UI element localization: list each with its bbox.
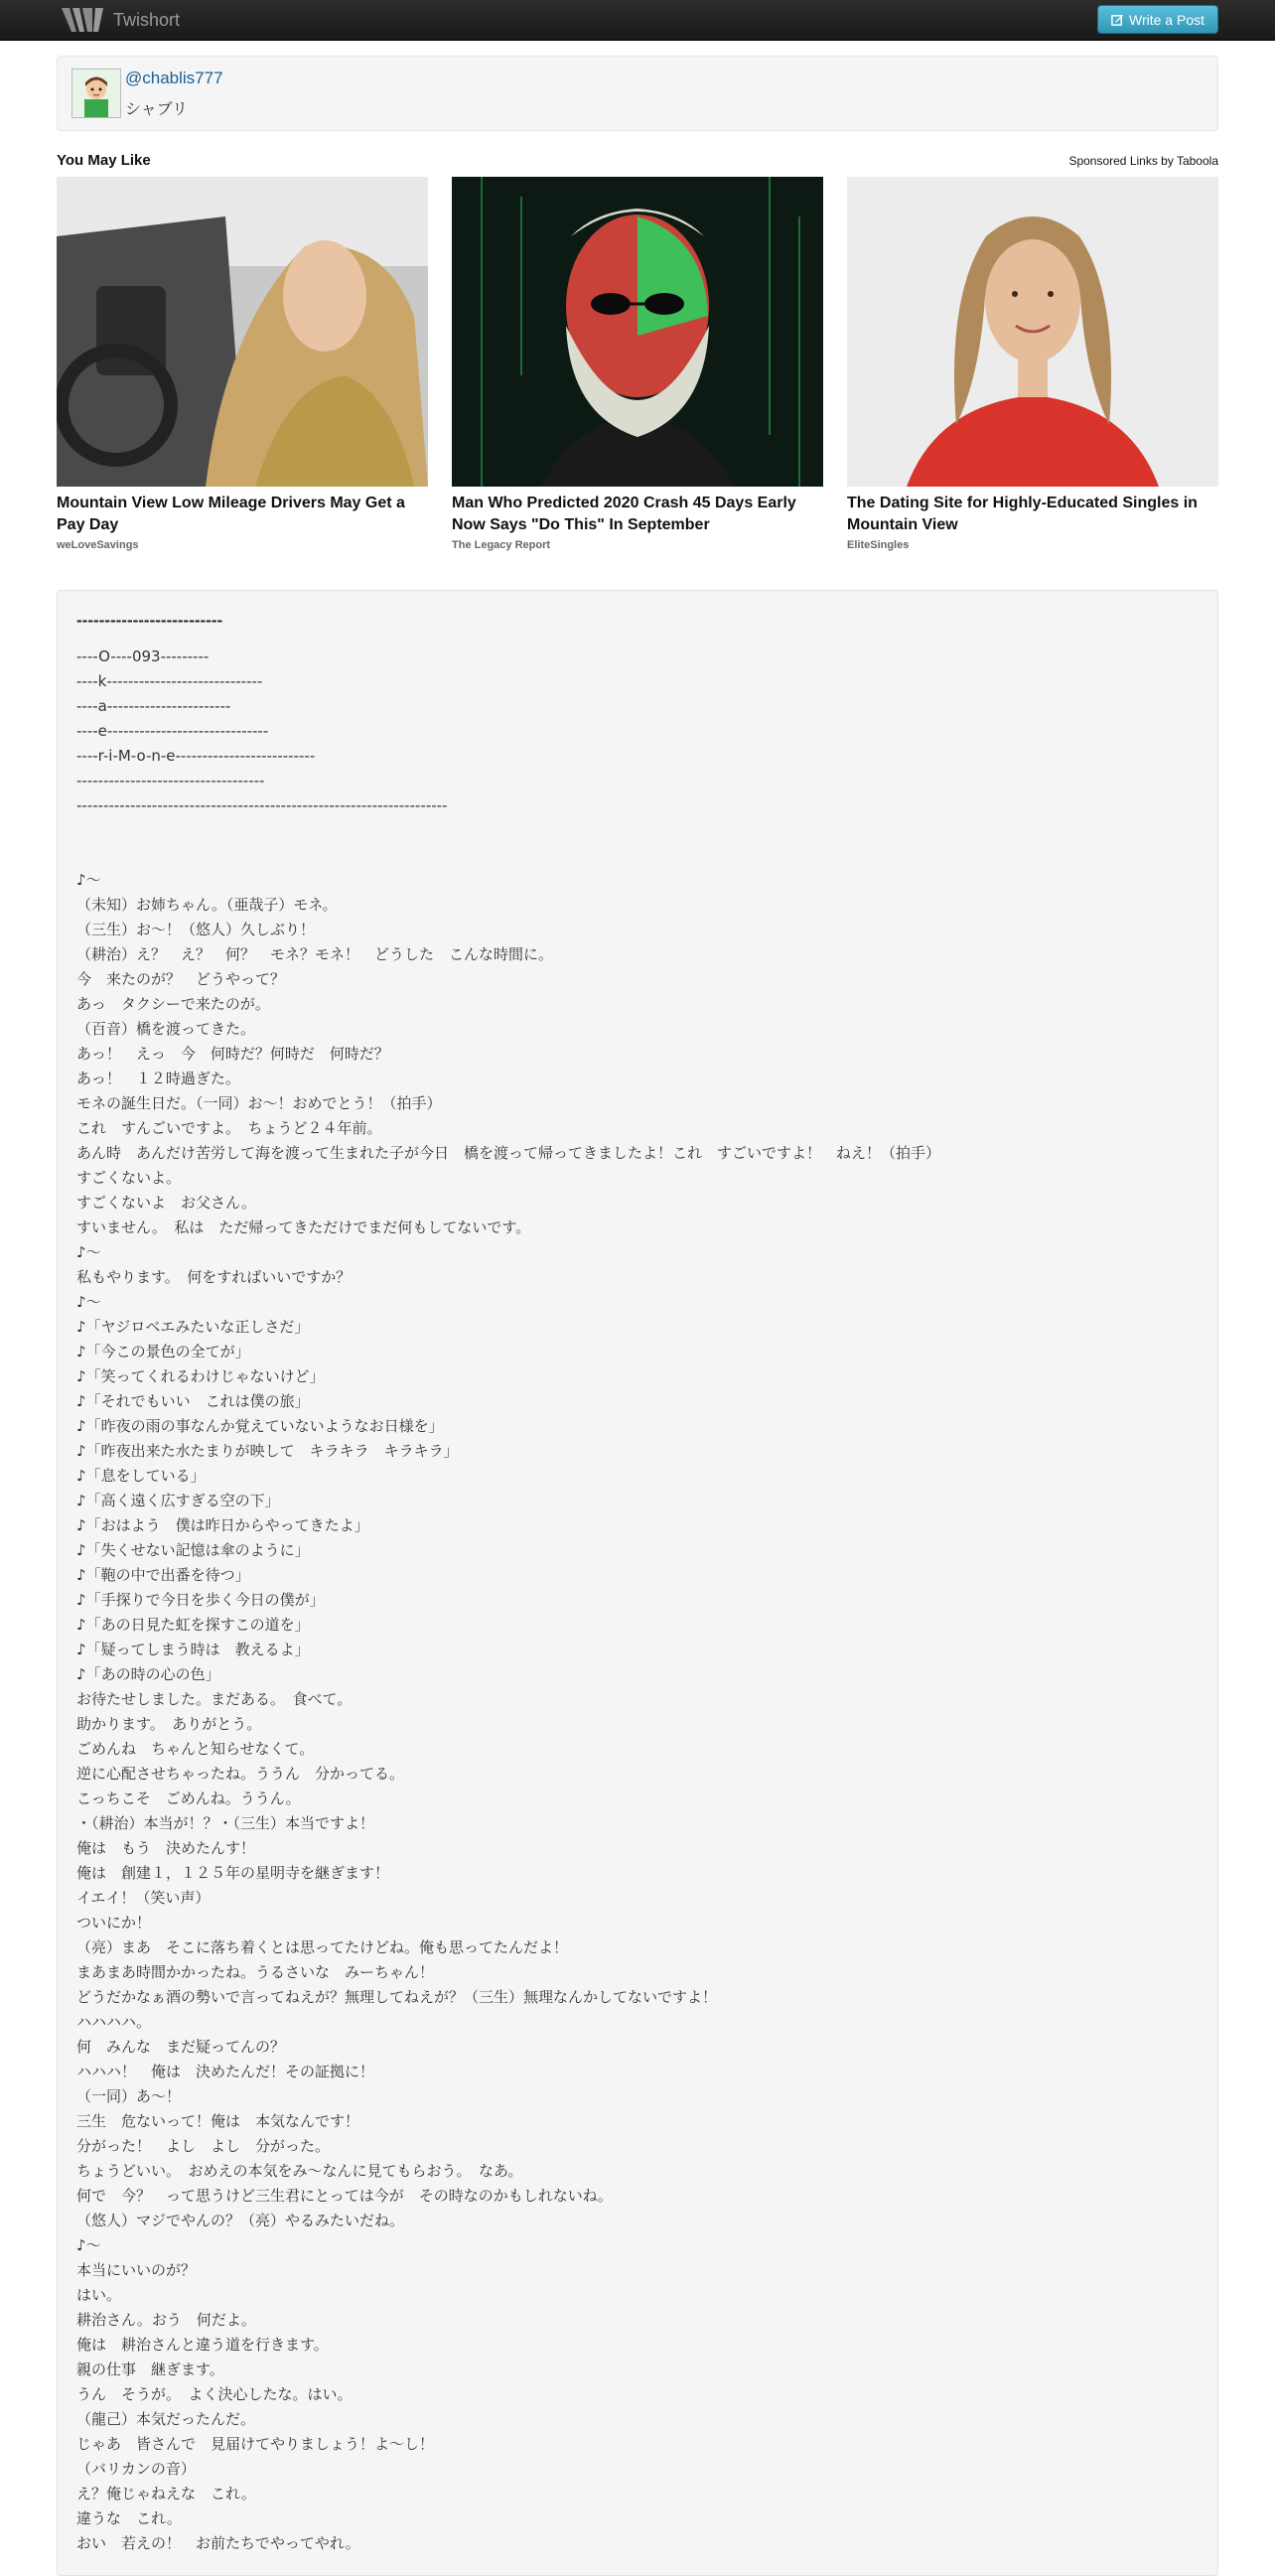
post-line: じゃあ 皆さんで 見届けてやりましょう！よ～し！ bbox=[76, 2435, 435, 2453]
post-line: ----------------------------------- bbox=[76, 772, 265, 789]
post-line: これ すんごいですよ。 ちょうど２４年前。 bbox=[76, 1119, 382, 1137]
post-line: ----k----------------------------- bbox=[76, 672, 263, 690]
post-line: （悠人）マジでやんの？（亮）やるみたいだね。 bbox=[76, 2212, 405, 2229]
post-line: 三生 危ないって！俺は 本気なんです！ bbox=[76, 2112, 360, 2130]
write-post-label: Write a Post bbox=[1129, 11, 1204, 28]
post-line: ハハハハ。 bbox=[76, 2013, 152, 2031]
post-line: 何で 今？ って思うけど三生君にとっては今が その時なのかもしれないね。 bbox=[76, 2187, 613, 2205]
author-profile-box bbox=[57, 56, 1218, 131]
post-line: ♪～ bbox=[76, 1243, 101, 1261]
post-line: ----e------------------------------ bbox=[76, 722, 269, 740]
post-line: ♪「おはよう 僕は昨日からやってきたよ」 bbox=[76, 1516, 369, 1534]
post-line: ♪～ bbox=[76, 1293, 101, 1311]
post-line: ♪「手探りで今日を歩く今日の僕が」 bbox=[76, 1591, 325, 1609]
post-line: ♪～ bbox=[76, 871, 101, 889]
post-line: ♪「昨夜の雨の事なんか覚えていないようなお日様を」 bbox=[76, 1417, 444, 1435]
brand-link[interactable] bbox=[60, 5, 180, 35]
ad-image-bearded-man[interactable] bbox=[452, 177, 823, 487]
post-line: ついにか！ bbox=[76, 1914, 152, 1932]
post-line: すごくないよ。 bbox=[76, 1169, 182, 1187]
post-line: あっ！ １２時過ぎた。 bbox=[76, 1070, 240, 1087]
post-body bbox=[76, 644, 1199, 2556]
ad-source: The Legacy Report bbox=[452, 539, 551, 551]
ad-image-smiling-woman[interactable] bbox=[847, 177, 1218, 487]
post-line: ♪「高く遠く広すぎる空の下」 bbox=[76, 1492, 280, 1509]
post-line: イエイ！（笑い声） bbox=[76, 1889, 211, 1907]
post-line: ごめんね ちゃんと知らせなくて。 bbox=[76, 1740, 315, 1758]
post-line: どうだかなぁ酒の勢いで言ってねえが？無理してねえが？（三生）無理なんかしてないですよ！ bbox=[76, 1988, 718, 2006]
post-line: ♪～ bbox=[76, 2236, 101, 2254]
post-line: 違うな これ。 bbox=[76, 2509, 182, 2527]
post-line: まあまあ時間かかったね。うるさいな みーちゃん！ bbox=[76, 1963, 435, 1981]
post-line: （耕治）え？ え？ 何？ モネ？モネ！ どうした こんな時間に。 bbox=[76, 945, 554, 963]
you-may-like-heading: You May Like bbox=[57, 152, 151, 169]
ad-image-car-driver[interactable] bbox=[57, 177, 428, 487]
post-line: おい 若えの！ お前たちでやってやれ。 bbox=[76, 2534, 360, 2552]
post-line: （百音）橋を渡ってきた。 bbox=[76, 1020, 256, 1038]
post-line: ----r-i-M-o-n-e-------------------------- bbox=[76, 747, 316, 765]
post-line: ♪「ヤジロベエみたいな正しさだ」 bbox=[76, 1318, 310, 1336]
post-line bbox=[76, 843, 1199, 868]
post-line: モネの誕生日だ。（一同）お～！おめでとう！（拍手） bbox=[76, 1094, 442, 1112]
author-display-name: シャブリ bbox=[125, 99, 189, 118]
post-line: ・（耕治）本当が！？・（三生）本当ですよ！ bbox=[76, 1814, 375, 1832]
post-line: 何 みんな まだ疑ってんの？ bbox=[76, 2038, 286, 2056]
post-line: 助かります。 ありがとう。 bbox=[76, 1715, 262, 1733]
post-line: 私もやります。 何をすればいいですか？ bbox=[76, 1268, 352, 1286]
ad-title[interactable]: Mountain View Low Mileage Drivers May Get a Pay Day bbox=[57, 495, 405, 533]
post-line: あん時 あんだけ苦労して海を渡って生まれた子が今日 橋を渡って帰ってきましたよ！これ すごいですよ！ ねえ！（拍手） bbox=[76, 1144, 941, 1162]
edit-icon bbox=[1111, 13, 1124, 26]
top-navbar bbox=[0, 0, 1275, 41]
post-line: （バリカンの音） bbox=[76, 2460, 196, 2478]
post-line: ♪「鞄の中で出番を待つ」 bbox=[76, 1566, 250, 1584]
post-line: （亮）まあ そこに落ち着くとは思ってたけどね。俺も思ってたんだよ！ bbox=[76, 1938, 569, 1956]
ad-title[interactable]: Man Who Predicted 2020 Crash 45 Days Early Now Says "Do This" In September bbox=[452, 495, 796, 533]
ad-card-1[interactable] bbox=[57, 177, 428, 551]
post-line: 本当にいいのが？ bbox=[76, 2261, 197, 2279]
post-line: あっ！ えっ 今 何時だ？何時だ 何時だ？ bbox=[76, 1045, 389, 1063]
post-line: （一同）あ～！ bbox=[76, 2087, 182, 2105]
avatar[interactable] bbox=[71, 69, 121, 118]
post-line: ♪「それでもいい これは僕の旅」 bbox=[76, 1392, 310, 1410]
post-line: ♪「今この景色の全てが」 bbox=[76, 1343, 250, 1360]
post-line: 耕治さん。おう 何だよ。 bbox=[76, 2311, 256, 2329]
post-line: 親の仕事 継ぎます。 bbox=[76, 2361, 224, 2378]
post-line: 俺は 創建１，１２５年の星明寺を継ぎます！ bbox=[76, 1864, 390, 1882]
post-line: （龍己）本気だったんだ。 bbox=[76, 2410, 256, 2428]
post-line: ちょうどいい。 おめえの本気をみ～なんに見てもらおう。 なあ。 bbox=[76, 2162, 523, 2180]
post-line: すいません。 私は ただ帰ってきただけでまだ何もしてないです。 bbox=[76, 1218, 531, 1236]
ad-source: weLoveSavings bbox=[57, 539, 139, 551]
post-line: ♪「疑ってしまう時は 教えるよ」 bbox=[76, 1641, 310, 1658]
post-line bbox=[76, 818, 1199, 843]
post-line: 俺は もう 決めたんす！ bbox=[76, 1839, 256, 1857]
post-line: お待たせしました。まだある。 食べて。 bbox=[76, 1690, 353, 1708]
post-line: はい。 bbox=[76, 2286, 122, 2304]
post-line: --------------------------------------------------------------------- bbox=[76, 796, 448, 814]
post-line: ♪「あの時の心の色」 bbox=[76, 1665, 220, 1683]
ad-card-2[interactable] bbox=[452, 177, 823, 551]
post-line: （未知）お姉ちゃん。（亜哉子）モネ。 bbox=[76, 896, 338, 914]
author-username-link[interactable]: @chablis777 bbox=[125, 69, 223, 87]
brand-name: Twishort bbox=[113, 9, 181, 30]
ad-title[interactable]: The Dating Site for Highly-Educated Singles in Mountain View bbox=[847, 495, 1198, 533]
post-line: ♪「失くせない記憶は傘のように」 bbox=[76, 1541, 310, 1559]
ad-card-3[interactable] bbox=[847, 177, 1218, 551]
post-line: ----O----093--------- bbox=[76, 647, 210, 665]
post-line: こっちこそ ごめんね。ううん。 bbox=[76, 1789, 301, 1807]
post-line: ♪「あの日見た虹を探すこの道を」 bbox=[76, 1616, 310, 1634]
post-line: ----a----------------------- bbox=[76, 697, 231, 715]
twishort-logo-icon bbox=[60, 5, 105, 35]
post-line: うん そうが。 よく決心したな。はい。 bbox=[76, 2385, 353, 2403]
post-title: -------------------------- bbox=[76, 611, 223, 630]
post-line: 今 来たのが？ どうやって？ bbox=[76, 970, 286, 988]
post-line: 逆に心配させちゃったね。ううん 分かってる。 bbox=[76, 1765, 405, 1783]
post-line: 分がった！ よし よし 分がった。 bbox=[76, 2137, 331, 2155]
post-content-box bbox=[57, 590, 1218, 2576]
post-line: すごくないよ お父さん。 bbox=[76, 1194, 256, 1212]
post-line: （三生）お～！（悠人）久しぶり！ bbox=[76, 921, 316, 938]
ad-source: EliteSingles bbox=[847, 539, 910, 551]
post-line: あっ タクシーで来たのが。 bbox=[76, 995, 270, 1013]
post-line: 俺は 耕治さんと違う道を行きます。 bbox=[76, 2336, 329, 2354]
post-line: ハハハ！ 俺は 決めたんだ！その証拠に！ bbox=[76, 2063, 375, 2080]
write-post-button[interactable] bbox=[1097, 5, 1218, 34]
post-line: え？俺じゃねえな これ。 bbox=[76, 2485, 256, 2503]
post-line: ♪「息をしている」 bbox=[76, 1467, 206, 1485]
post-line: ♪「笑ってくれるわけじゃないけど」 bbox=[76, 1367, 325, 1385]
sponsored-links-label[interactable]: Sponsored Links by Taboola bbox=[1068, 154, 1218, 168]
post-line: ♪「昨夜出来た水たまりが映して キラキラ キラキラ」 bbox=[76, 1442, 459, 1460]
